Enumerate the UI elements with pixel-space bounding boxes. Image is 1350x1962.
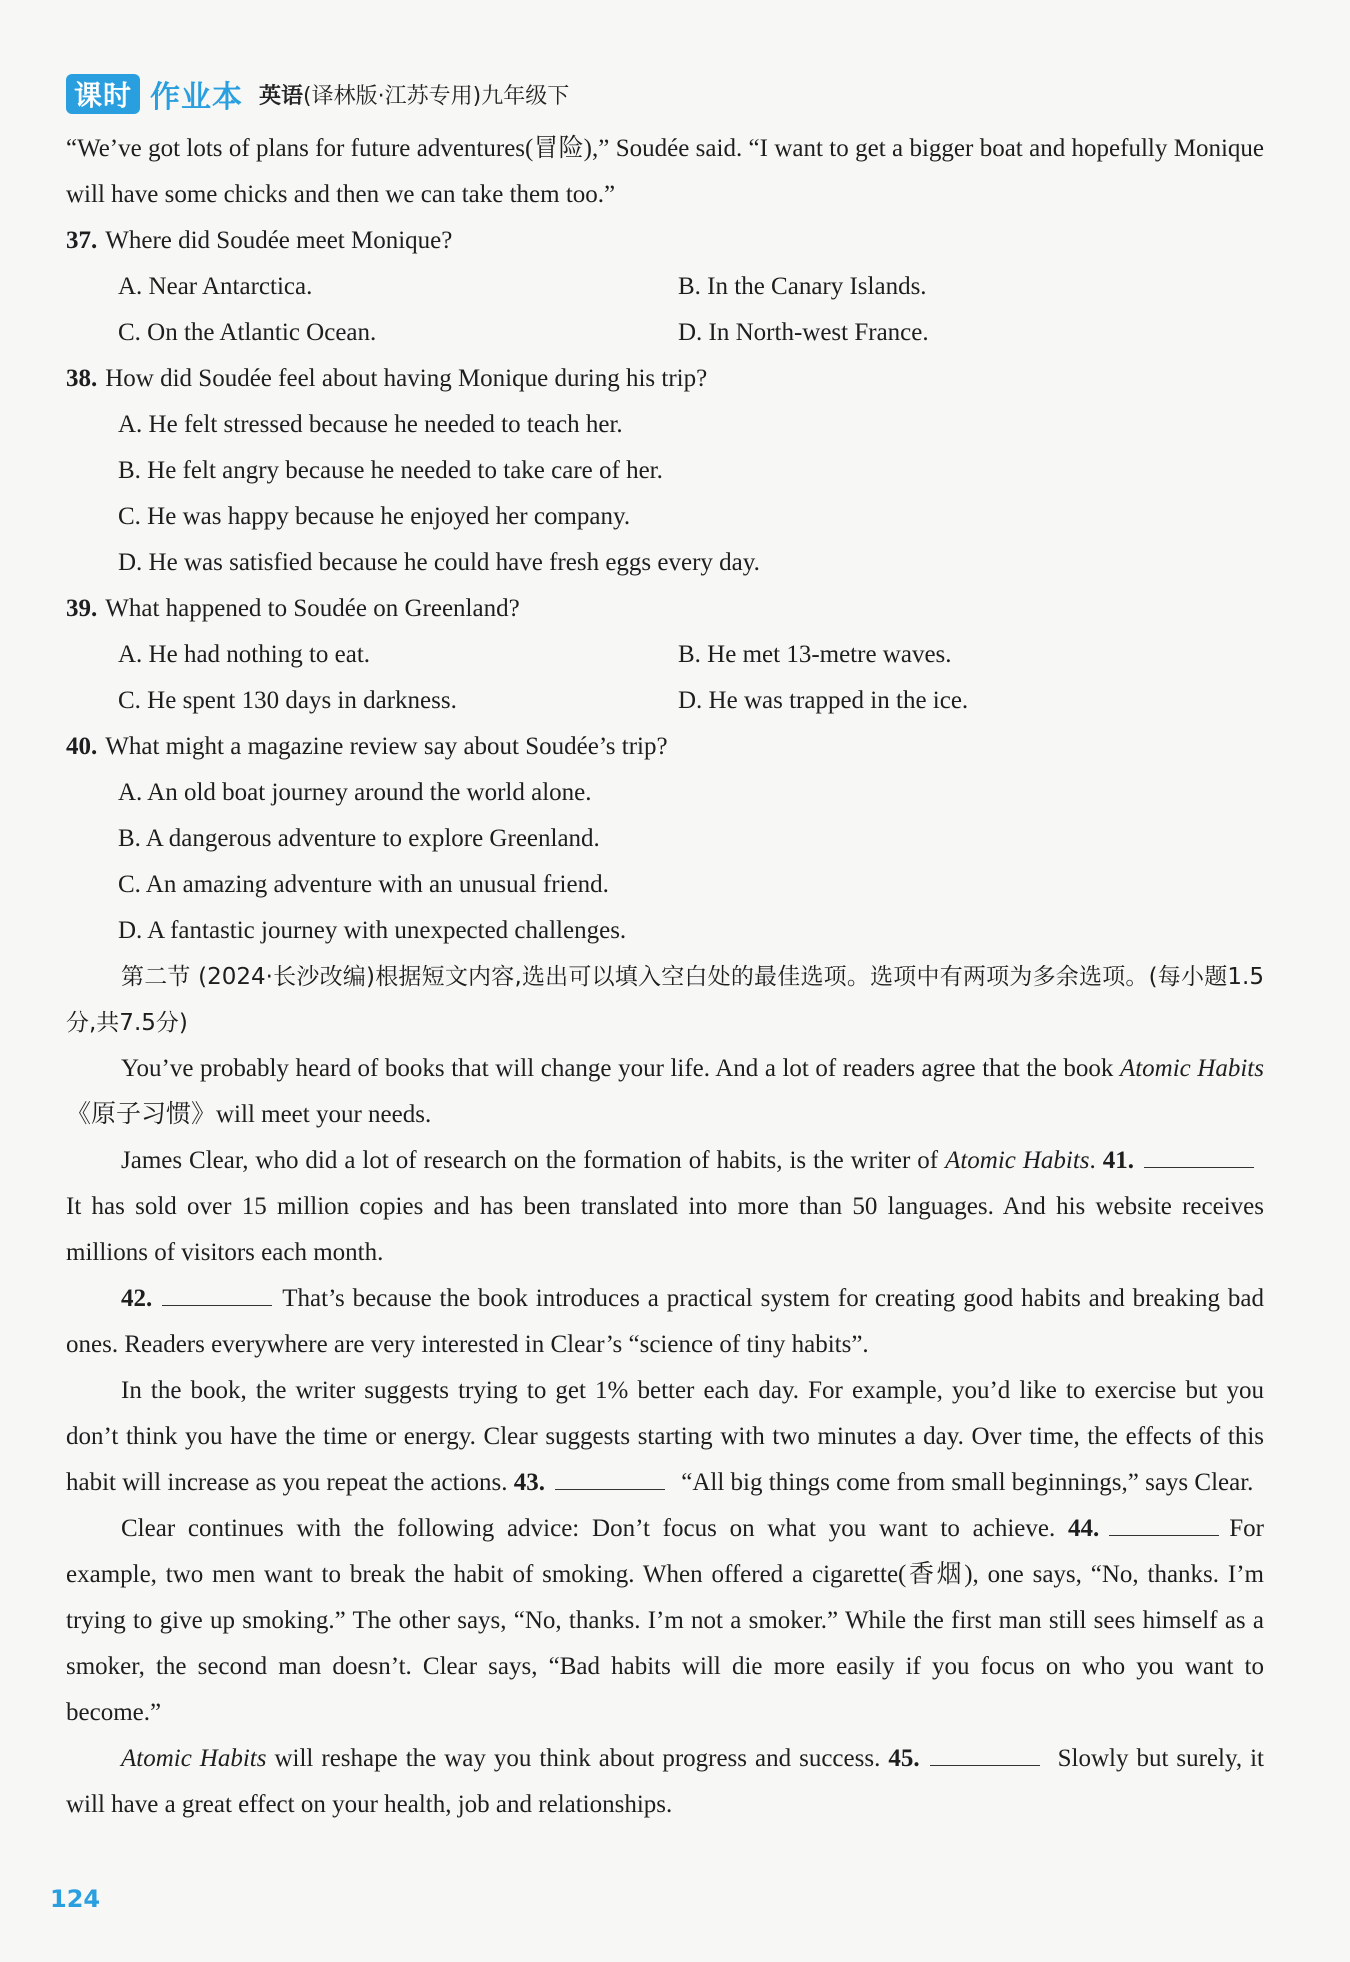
option-b: B. He felt angry because he needed to take care of her. (118, 457, 663, 484)
logo-badge: 课时 (66, 74, 140, 114)
blank-number-44: 44. (1068, 1515, 1100, 1542)
option-c: C. He was happy because he enjoyed her company. (118, 503, 631, 530)
question-number: 38. (66, 365, 98, 392)
option-a: A. An old boat journey around the world alone. (118, 779, 592, 806)
question-38 (66, 356, 1264, 402)
option-d: D. He was satisfied because he could have fresh eggs every day. (118, 549, 760, 576)
text: will reshape the way you think about progress and success. (266, 1745, 881, 1772)
content (66, 126, 1264, 1828)
passage-paragraph-5 (66, 1506, 1264, 1736)
text: In the book, the writer suggests trying to get 1% better each day. For example, you’d like to exercise but you don’t think you have the time or energy. Clear suggests starting with two minutes a day. Over time, the effects of this habit will increase as you repeat the actions. (66, 1377, 1264, 1496)
text: For example, two men want to break the habit of smoking. When offered a cigarette(香烟), one says, “No, thanks. I’m trying to give up smoking.” The other says, “No, thanks. I’m not a smoker.” While the first man still sees himself as a smoker, the second man doesn’t. Clear says, “Bad habits will die more easily if you focus on who you want to become.” (66, 1515, 1264, 1726)
passage-paragraph-4 (66, 1368, 1264, 1506)
text: You’ve probably heard of books that will change your life. And a lot of readers agree that the book (121, 1055, 1120, 1082)
text: Slowly but surely, it will have a great effect on your health, job and relationships. (66, 1745, 1264, 1818)
option-a: A. He had nothing to eat. (118, 641, 371, 668)
question-text: How did Soudée feel about having Monique during his trip? (105, 365, 708, 392)
subject-bold: 英语 (259, 83, 304, 109)
question-39 (66, 586, 1264, 632)
option-b: B. In the Canary Islands. (678, 273, 927, 300)
option-a: A. He felt stressed because he needed to teach her. (118, 411, 623, 438)
option-a: A. Near Antarctica. (118, 273, 313, 300)
question-text: What happened to Soudée on Greenland? (105, 595, 520, 622)
text: James Clear, who did a lot of research on the formation of habits, is the writer of (121, 1147, 946, 1174)
passage-paragraph-6 (66, 1736, 1264, 1828)
question-text: Where did Soudée meet Monique? (105, 227, 453, 254)
option-b: B. A dangerous adventure to explore Greenland. (118, 825, 600, 852)
question-40 (66, 724, 1264, 770)
text: Clear continues with the following advice: Don’t focus on what you want to achieve. (121, 1515, 1056, 1542)
option-b: B. He met 13-metre waves. (678, 641, 952, 668)
logo-text: 作业本 (150, 80, 244, 115)
question-number: 39. (66, 595, 98, 622)
book-title: Atomic Habits (1119, 1055, 1264, 1082)
book-subject (259, 79, 569, 110)
question-number: 37. (66, 227, 98, 254)
passage-paragraph-3 (66, 1276, 1264, 1368)
option-c: C. An amazing adventure with an unusual friend. (118, 871, 609, 898)
option-d: D. In North-west France. (678, 319, 929, 346)
blank-45 (930, 1739, 1040, 1766)
question-text: What might a magazine review say about Soudée’s trip? (105, 733, 668, 760)
intro-quote: “We’ve got lots of plans for future adventures(冒险),” Soudée said. “I want to get a bigger boat and hopefully Monique will have some chicks and then we can take them too.” (66, 135, 1264, 208)
text: That’s because the book introduces a practical system for creating good habits and breaking bad ones. Readers everywhere are very interested in Clear’s “science of tiny habits”. (66, 1285, 1264, 1358)
blank-number-43: 43. (513, 1469, 546, 1496)
blank-41 (1144, 1141, 1254, 1168)
book-title: Atomic Habits (945, 1147, 1090, 1174)
header (66, 72, 569, 116)
blank-42 (162, 1279, 272, 1306)
page-number: 124 (50, 1885, 101, 1913)
question-37 (66, 218, 1264, 264)
option-c: C. On the Atlantic Ocean. (118, 319, 377, 346)
text: . (1089, 1147, 1096, 1174)
blank-43 (555, 1463, 665, 1490)
blank-number-45: 45. (888, 1745, 920, 1772)
book-title: Atomic Habits (121, 1745, 267, 1772)
options-row (118, 632, 1264, 678)
blank-number-41: 41. (1102, 1147, 1134, 1174)
options-row (118, 678, 1264, 724)
option-d: D. A fantastic journey with unexpected challenges. (118, 917, 627, 944)
options-row (118, 310, 1264, 356)
question-number: 40. (66, 733, 98, 760)
text: 《原子习惯》will meet your needs. (66, 1101, 432, 1128)
passage-paragraph-2 (66, 1138, 1264, 1276)
subject-edition: (译林版·江苏专用)九年级下 (303, 83, 570, 109)
passage-paragraph-1 (66, 1046, 1264, 1138)
section-2-instructions: 第二节 (2024·长沙改编)根据短文内容,选出可以填入空白处的最佳选项。选项中有两项为多余选项。(每小题1.5分,共7.5分) (66, 964, 1264, 1036)
options-row (118, 264, 1264, 310)
option-d: D. He was trapped in the ice. (678, 687, 969, 714)
text: It has sold over 15 million copies and has been translated into more than 50 languages. And his website receives millions of visitors each month. (66, 1193, 1264, 1266)
blank-44 (1109, 1509, 1219, 1536)
text: “All big things come from small beginnings,” says Clear. (681, 1469, 1254, 1496)
blank-number-42: 42. (121, 1285, 153, 1312)
option-c: C. He spent 130 days in darkness. (118, 687, 457, 714)
